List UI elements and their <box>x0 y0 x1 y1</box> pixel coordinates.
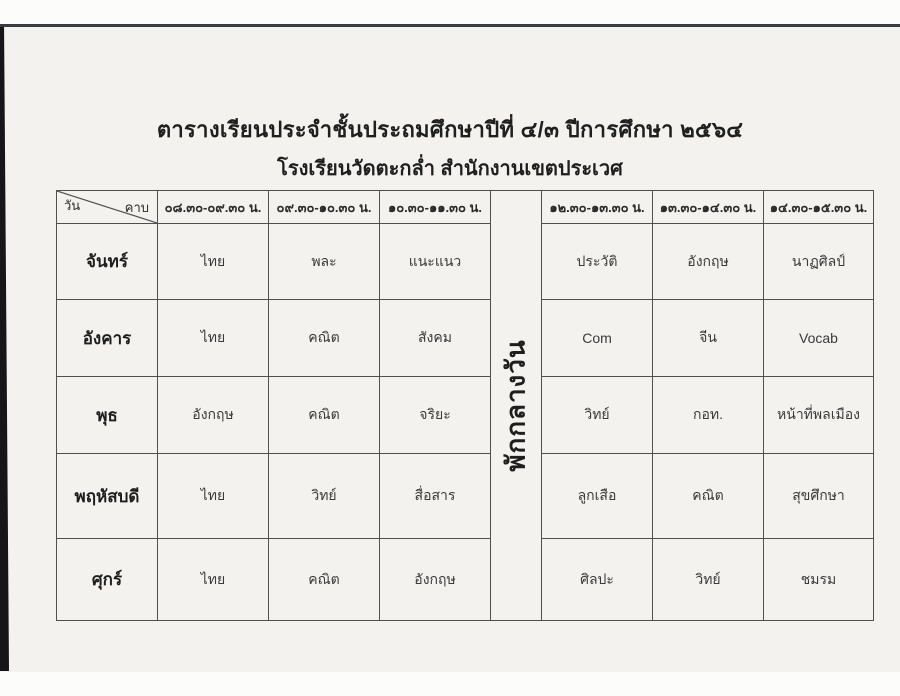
subject-cell: อังกฤษ <box>158 377 268 453</box>
day-cell-tuesday: อังคาร <box>57 300 157 376</box>
subject-cell: ชมรม <box>764 539 873 620</box>
subject-cell: สุขศึกษา <box>764 454 873 538</box>
subject-cell: ไทย <box>158 224 268 299</box>
day-cell-friday: ศุกร์ <box>57 539 157 620</box>
time-header-1330-1430: ๑๓.๓๐-๑๔.๓๐ น. <box>653 191 763 223</box>
time-header-1030-1130: ๑๐.๓๐-๑๑.๓๐ น. <box>380 191 490 223</box>
subject-cell: Vocab <box>764 300 873 376</box>
corner-day-period-cell <box>57 191 157 223</box>
subject-cell: นาฏศิลป์ <box>764 224 873 299</box>
corner-day-label: วัน <box>64 198 81 213</box>
subject-cell: ประวัติ <box>542 224 652 299</box>
corner-period-label: คาบ <box>124 200 149 215</box>
subject-cell: คณิต <box>653 454 763 538</box>
time-header-1430-1530: ๑๔.๓๐-๑๕.๓๐ น. <box>764 191 873 223</box>
lunch-break-label: พักกลางวัน <box>500 339 531 472</box>
timetable <box>56 190 874 621</box>
subject-cell: ศิลปะ <box>542 539 652 620</box>
subject-cell: สังคม <box>380 300 490 376</box>
day-cell-monday: จันทร์ <box>57 224 157 299</box>
subject-cell: กอท. <box>653 377 763 453</box>
subject-cell: ไทย <box>158 454 268 538</box>
subject-cell: วิทย์ <box>542 377 652 453</box>
subject-cell: Com <box>542 300 652 376</box>
subject-cell: ไทย <box>158 300 268 376</box>
time-header-0830-0930: ๐๘.๓๐-๐๙.๓๐ น. <box>158 191 268 223</box>
subject-cell: อังกฤษ <box>653 224 763 299</box>
subject-cell: แนะแนว <box>380 224 490 299</box>
time-header-1230-1330: ๑๒.๓๐-๑๓.๓๐ น. <box>542 191 652 223</box>
scan-top-edge-artifact <box>0 24 900 27</box>
subject-cell: ไทย <box>158 539 268 620</box>
day-cell-wednesday: พุธ <box>57 377 157 453</box>
subject-cell: อังกฤษ <box>380 539 490 620</box>
subject-cell: สื่อสาร <box>380 454 490 538</box>
subject-cell: วิทย์ <box>653 539 763 620</box>
subject-cell: จริยะ <box>380 377 490 453</box>
subject-cell: ลูกเสือ <box>542 454 652 538</box>
subject-cell: หน้าที่พลเมือง <box>764 377 873 453</box>
subject-cell: พละ <box>269 224 379 299</box>
subject-cell: จีน <box>653 300 763 376</box>
day-cell-thursday: พฤหัสบดี <box>57 454 157 538</box>
subject-cell: คณิต <box>269 539 379 620</box>
lunch-break-column <box>491 191 541 620</box>
subject-cell: คณิต <box>269 300 379 376</box>
subject-cell: คณิต <box>269 377 379 453</box>
time-header-0930-1030: ๐๙.๓๐-๑๐.๓๐ น. <box>269 191 379 223</box>
document-subtitle: โรงเรียนวัดตะกล่ำ สำนักงานเขตประเวศ <box>277 158 623 180</box>
document-title: ตารางเรียนประจำชั้นประถมศึกษาปีที่ ๔/๓ ปีการศึกษา ๒๕๖๔ <box>156 117 744 142</box>
subject-cell: วิทย์ <box>269 454 379 538</box>
